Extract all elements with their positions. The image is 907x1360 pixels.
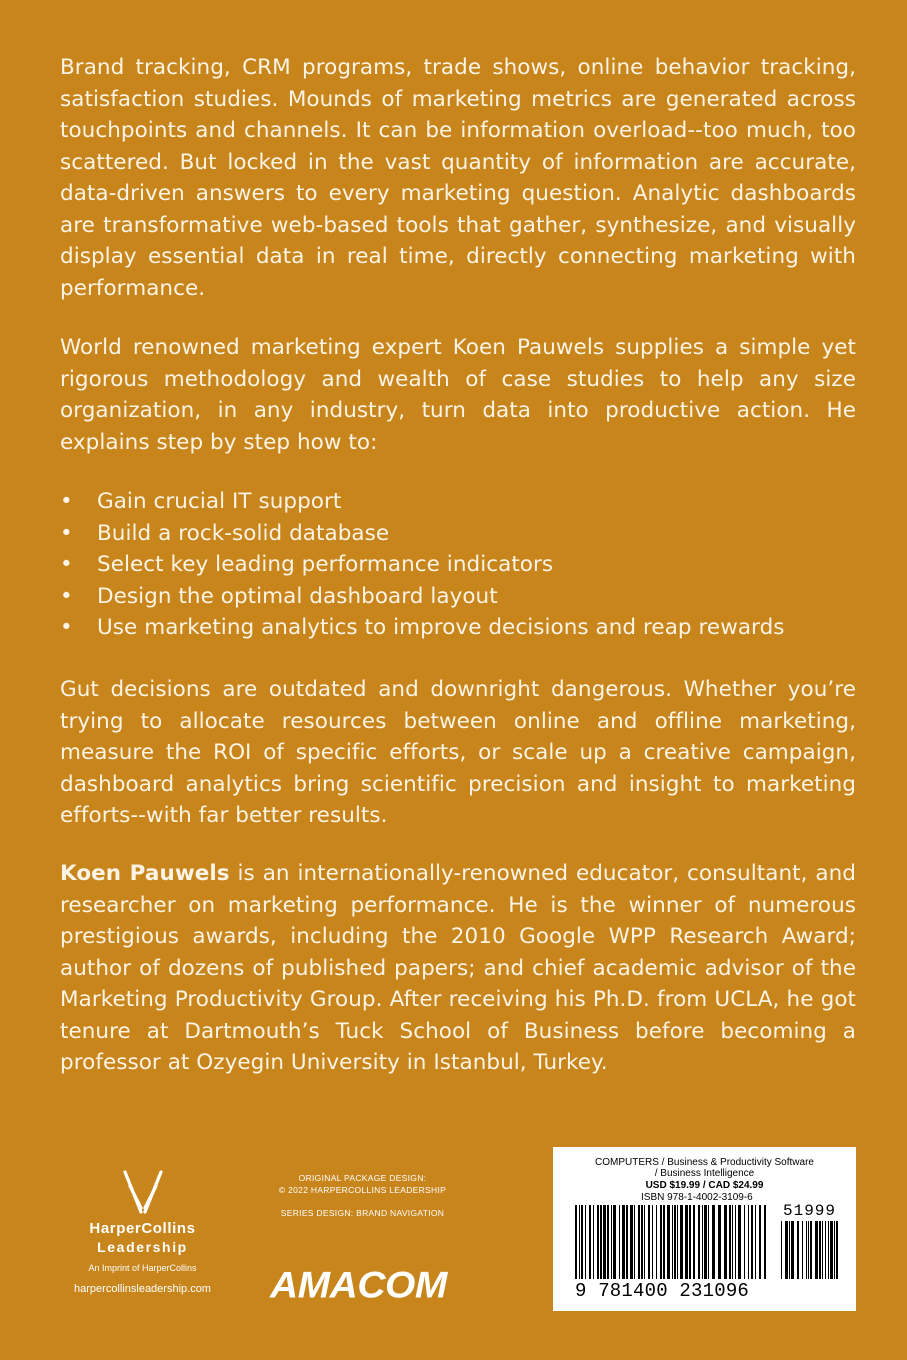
author-name: Koen Pauwels [60, 861, 230, 886]
author-bio [60, 858, 856, 1079]
description-paragraph-2: World renowned marketing expert Koen Pauwels supplies a simple yet rigorous methodology and wealth of case studies to help any size organization, in any industry, turn data into productive action. He explains step by step how to: [60, 335, 856, 455]
harpercollins-flame-icon [119, 1168, 167, 1214]
publisher-url[interactable]: harpercollinsleadership.com [74, 1283, 211, 1295]
author-bio-text: is an internationally-renowned educator, consultant, and researcher on marketing performance. He is the winner of numerous prestigious awards, including the 2010 Google WPP Research Award; author of dozens of published papers; and chief academic advisor of the Marketing Productivity Group. After receiving his Ph.D. from UCLA, he got tenure at Dartmouth’s Tuck School of Business before becoming a professor at Ozyegin University in Istanbul, Turkey. [60, 861, 856, 1075]
barcode-digits: 9 781400 231096 [575, 1280, 750, 1302]
publisher-logo [50, 1168, 235, 1295]
list-item: • Gain crucial IT support [60, 486, 856, 518]
price: USD $19.99 / CAD $24.99 [645, 1180, 764, 1191]
publisher-imprint: An Imprint of HarperCollins [88, 1263, 197, 1273]
bullet-icon: • [60, 520, 73, 546]
barcode-box [553, 1147, 856, 1311]
bisac-category: COMPUTERS / Business & Productivity Software [595, 1157, 814, 1168]
bullet-icon: • [60, 583, 73, 609]
credit-line: © 2022 HARPERCOLLINS LEADERSHIP [278, 1185, 447, 1195]
list-item: • Use marketing analytics to improve decisions and reap rewards [60, 612, 856, 644]
credit-line: ORIGINAL PACKAGE DESIGN: [298, 1173, 427, 1183]
bullet-icon: • [60, 615, 73, 640]
price-addon-code: 51999 [783, 1202, 837, 1220]
bullet-icon: • [60, 489, 73, 514]
amacom-logo: AMACOM [270, 1265, 447, 1306]
list-item: • Build a rock-solid database [60, 518, 856, 550]
design-credits [255, 1172, 470, 1219]
bisac-category-continued: / Business Intelligence [654, 1168, 755, 1179]
publisher-division: Leadership [97, 1239, 188, 1255]
series-credit: SERIES DESIGN: BRAND NAVIGATION [280, 1208, 445, 1218]
description-paragraph-1: Brand tracking, CRM programs, trade shows, online behavior tracking, satisfaction studies. Mounds of marketing metrics are generated across touchpoints and channels. It can be information overload--too much, too scattered. But locked in the vast quantity of information are accurate, data-driven answers to every marketing question. Analytic dashboards are transformative web-based tools that gather, synthesize, and visually display essential data in real time, directly connecting marketing with performance. [60, 55, 856, 301]
description-paragraph-3: Gut decisions are outdated and downright dangerous. Whether you’re trying to allocate resources between online and offline marketing, measure the ROI of specific efforts, or scale up a creative campaign, dashboard analytics bring scientific precision and insight to marketing efforts--with far better results. [60, 677, 856, 828]
bullet-icon: • [60, 552, 73, 577]
list-item: • Select key leading performance indicators [60, 549, 856, 581]
list-item: • Design the optimal dashboard layout [60, 581, 856, 613]
publisher-name: HarperCollins [89, 1220, 196, 1237]
isbn: ISBN 978-1-4002-3109-6 [641, 1192, 753, 1203]
steps-list [60, 486, 856, 644]
